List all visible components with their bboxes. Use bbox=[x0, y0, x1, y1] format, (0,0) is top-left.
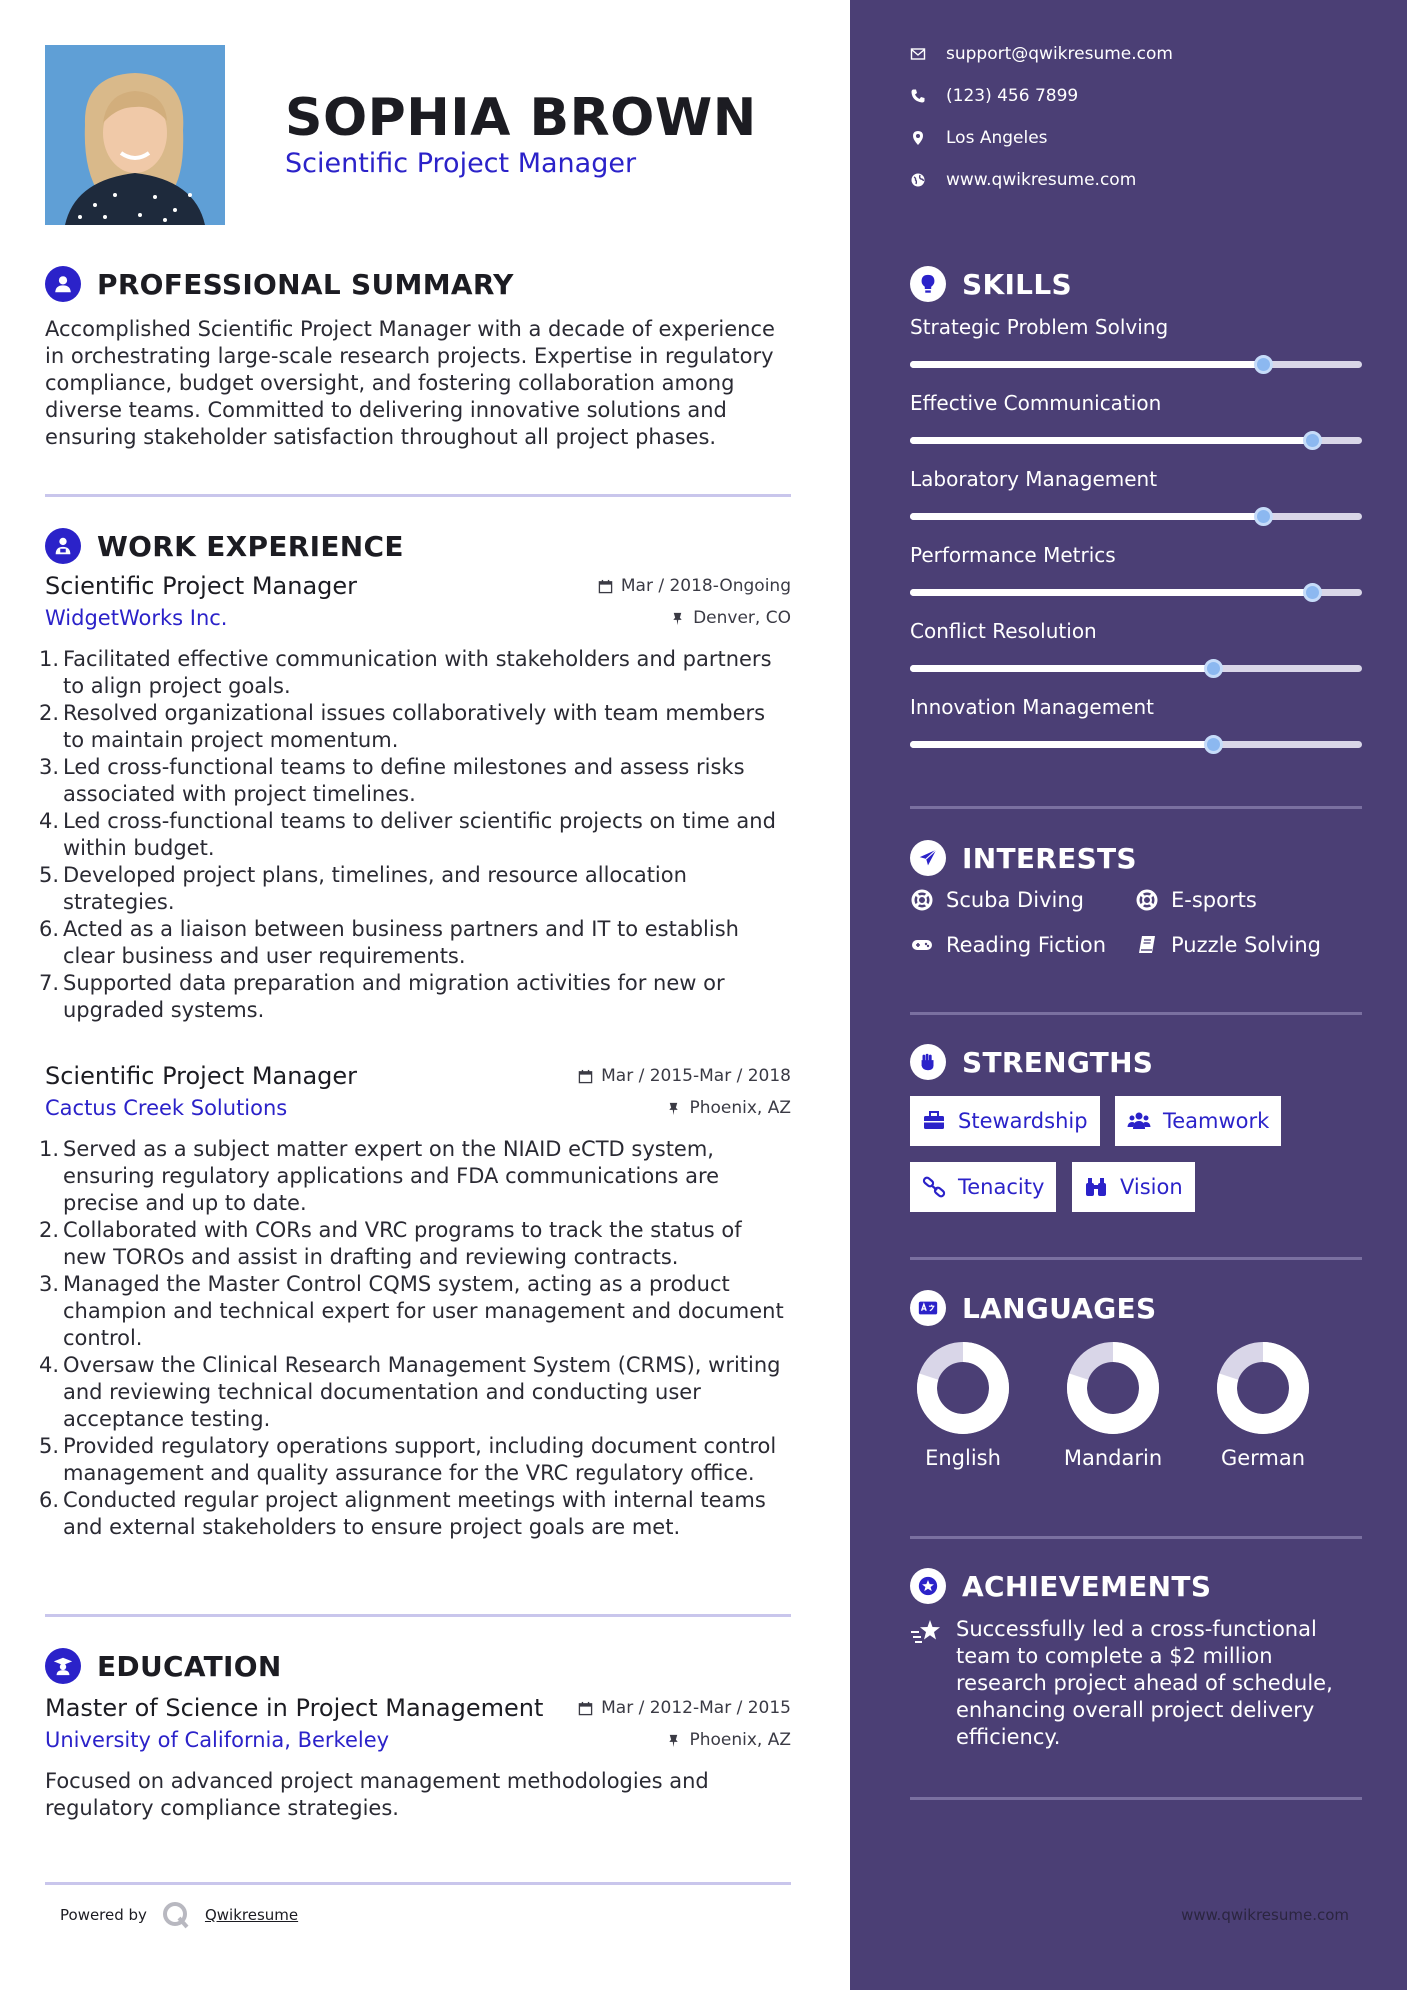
interests-title: INTERESTS bbox=[962, 841, 1137, 875]
interests-heading bbox=[910, 840, 1137, 876]
section-divider bbox=[45, 1882, 791, 1885]
language-icon bbox=[910, 1290, 946, 1326]
skill-bar-fill bbox=[910, 741, 1213, 748]
job-role: Scientific Project Manager bbox=[45, 572, 358, 600]
languages-title: LANGUAGES bbox=[962, 1291, 1157, 1325]
users-icon bbox=[1127, 1109, 1151, 1133]
summary-heading bbox=[45, 266, 514, 302]
section-divider bbox=[910, 1257, 1362, 1260]
pin-icon bbox=[666, 1101, 681, 1116]
achievement-item bbox=[910, 1616, 1362, 1751]
education-heading bbox=[45, 1648, 282, 1684]
skill-slider-knob bbox=[1254, 507, 1273, 526]
interest-item bbox=[910, 888, 1084, 912]
job-company: Cactus Creek Solutions bbox=[45, 1096, 288, 1120]
skill-slider-knob bbox=[1204, 659, 1223, 678]
skills-heading bbox=[910, 266, 1072, 302]
interest-label: Scuba Diving bbox=[946, 888, 1084, 912]
contact-email[interactable] bbox=[910, 44, 1173, 64]
strength-label: Vision bbox=[1120, 1175, 1183, 1199]
school: University of California, Berkeley bbox=[45, 1728, 390, 1752]
lifebuoy-icon bbox=[910, 888, 934, 912]
skill-name: Effective Communication bbox=[910, 391, 1162, 415]
lifebuoy-icon bbox=[1135, 888, 1159, 912]
interest-item bbox=[910, 933, 1106, 957]
degree: Master of Science in Project Management bbox=[45, 1694, 544, 1722]
book-icon bbox=[1135, 933, 1159, 957]
powered-by-label: Powered by bbox=[60, 1906, 147, 1924]
summary-title: PROFESSIONAL SUMMARY bbox=[97, 267, 514, 301]
summary-text: Accomplished Scientific Project Manager with a decade of experience in orchestrating large-scale research projects. Expertise in regulatory compliance, budget oversight, and fostering collaboration among diverse teams. Committed to delivering innovative solutions and ensuring stakeholder satisfaction throughout all project phases. bbox=[45, 317, 775, 449]
interest-label: E-sports bbox=[1171, 888, 1257, 912]
shooting-star-icon bbox=[910, 1618, 942, 1646]
skill-bar bbox=[910, 361, 1362, 368]
education-description: Focused on advanced project management methodologies and regulatory compliance strategies. bbox=[45, 1769, 709, 1820]
list-item: 7. Supported data preparation and migration activities for new or upgraded systems. bbox=[39, 971, 725, 1022]
list-item: 2. Resolved organizational issues collaboratively with team members to maintain project momentum. bbox=[39, 701, 766, 752]
interest-label: Puzzle Solving bbox=[1171, 933, 1321, 957]
list-item: 3. Led cross-functional teams to define milestones and assess risks associated with project timelines. bbox=[39, 755, 745, 806]
star-badge-icon bbox=[910, 1568, 946, 1604]
language-item bbox=[1208, 1340, 1318, 1470]
skill-item bbox=[910, 315, 1362, 368]
education-title: EDUCATION bbox=[97, 1649, 282, 1683]
section-divider bbox=[910, 1797, 1362, 1800]
list-item: 4. Oversaw the Clinical Research Management System (CRMS), writing and reviewing technical documentation and conducting user acceptance testing. bbox=[39, 1353, 781, 1431]
list-item: 5. Provided regulatory operations support, including document control management and quality assurance for the VRC regulatory office. bbox=[39, 1434, 777, 1485]
skill-name: Performance Metrics bbox=[910, 543, 1116, 567]
contact-location bbox=[910, 128, 1048, 148]
skill-bar bbox=[910, 513, 1362, 520]
education-location bbox=[666, 1730, 791, 1750]
pin-icon bbox=[666, 1733, 681, 1748]
skill-bar bbox=[910, 665, 1362, 672]
list-item: 2. Collaborated with CORs and VRC programs to track the status of new TOROs and assist in drafting and reviewing contracts. bbox=[39, 1218, 742, 1269]
website-text: www.qwikresume.com bbox=[946, 170, 1137, 190]
language-donut bbox=[1215, 1340, 1311, 1436]
job-location bbox=[666, 1098, 791, 1118]
lightbulb-icon bbox=[910, 266, 946, 302]
language-item bbox=[1058, 1340, 1168, 1470]
language-name: Mandarin bbox=[1063, 1446, 1163, 1470]
interest-item bbox=[1135, 933, 1321, 957]
achievement-text: Successfully led a cross-functional team to complete a $2 million research project ahead of schedule, enhancing overall project delivery efficiency. bbox=[956, 1617, 1333, 1749]
skill-bar-fill bbox=[910, 665, 1213, 672]
strength-tag bbox=[910, 1096, 1100, 1146]
gamepad-icon bbox=[910, 933, 934, 957]
map-marker-icon bbox=[910, 130, 926, 146]
job-dates bbox=[578, 1066, 791, 1086]
list-item: 6. Conducted regular project alignment meetings with internal teams and external stakeholders to ensure project goals are met. bbox=[39, 1488, 766, 1539]
skill-item bbox=[910, 695, 1362, 748]
job-role: Scientific Project Manager bbox=[45, 1062, 358, 1090]
calendar-icon bbox=[598, 579, 613, 594]
section-divider bbox=[45, 1614, 791, 1617]
link-icon bbox=[922, 1175, 946, 1199]
skills-title: SKILLS bbox=[962, 267, 1072, 301]
language-item bbox=[908, 1340, 1018, 1470]
job-dates-text: Mar / 2015-Mar / 2018 bbox=[601, 1066, 791, 1086]
interest-item bbox=[1135, 888, 1257, 912]
strength-label: Tenacity bbox=[958, 1175, 1045, 1199]
skill-name: Innovation Management bbox=[910, 695, 1154, 719]
job-duties bbox=[39, 1136, 791, 1541]
profile-photo bbox=[45, 45, 225, 225]
phone-icon bbox=[910, 88, 926, 104]
globe-icon bbox=[910, 172, 926, 188]
education-entry bbox=[45, 1694, 791, 1822]
section-divider bbox=[910, 1012, 1362, 1015]
list-item: 1. Served as a subject matter expert on the NIAID eCTD system, ensuring regulatory applications and FDA communications are precise and up to date. bbox=[39, 1137, 720, 1215]
education-location-text: Phoenix, AZ bbox=[689, 1730, 791, 1750]
skill-bar-fill bbox=[910, 437, 1312, 444]
contact-website[interactable] bbox=[910, 170, 1136, 190]
skill-slider-knob bbox=[1254, 355, 1273, 374]
strength-tag bbox=[910, 1162, 1056, 1212]
education-dates bbox=[578, 1698, 791, 1718]
candidate-title: Scientific Project Manager bbox=[285, 148, 637, 179]
user-icon bbox=[45, 266, 81, 302]
contact-phone[interactable] bbox=[910, 86, 1078, 106]
skill-bar-fill bbox=[910, 513, 1263, 520]
list-item: 3. Managed the Master Control CQMS system, acting as a product champion and technical expert for user management and document control. bbox=[39, 1272, 784, 1350]
skill-slider-knob bbox=[1204, 735, 1223, 754]
skill-item bbox=[910, 619, 1362, 672]
skill-slider-knob bbox=[1303, 583, 1322, 602]
qwikresume-link[interactable]: Qwikresume bbox=[204, 1906, 299, 1924]
skill-item bbox=[910, 467, 1362, 520]
briefcase-user-icon bbox=[45, 528, 81, 564]
skill-slider-knob bbox=[1303, 431, 1322, 450]
skill-bar-fill bbox=[910, 361, 1263, 368]
strengths-heading bbox=[910, 1044, 1153, 1080]
footer-site[interactable]: www.qwikresume.com bbox=[1181, 1906, 1349, 1924]
strengths-title: STRENGTHS bbox=[962, 1045, 1154, 1079]
envelope-icon bbox=[910, 46, 926, 62]
calendar-icon bbox=[578, 1701, 593, 1716]
languages-heading bbox=[910, 1290, 1156, 1326]
paper-plane-icon bbox=[910, 840, 946, 876]
list-item: 1. Facilitated effective communication with stakeholders and partners to align project goals. bbox=[39, 647, 772, 698]
achievements-title: ACHIEVEMENTS bbox=[962, 1569, 1212, 1603]
language-name: English bbox=[925, 1446, 1001, 1470]
briefcase-icon bbox=[922, 1109, 946, 1133]
job-entry bbox=[39, 572, 791, 1024]
job-dates-text: Mar / 2018-Ongoing bbox=[620, 576, 791, 596]
skill-item bbox=[910, 391, 1362, 444]
list-item: 4. Led cross-functional teams to deliver scientific projects on time and within budget. bbox=[39, 809, 776, 860]
profile-photo-image bbox=[45, 45, 225, 225]
education-dates-text: Mar / 2012-Mar / 2015 bbox=[601, 1698, 791, 1718]
job-dates bbox=[598, 576, 791, 596]
job-duties bbox=[39, 646, 791, 1024]
list-item: 5. Developed project plans, timelines, and resource allocation strategies. bbox=[39, 863, 687, 914]
list-item: 6. Acted as a liaison between business partners and IT to establish clear business and user requirements. bbox=[39, 917, 739, 968]
binoculars-icon bbox=[1084, 1175, 1108, 1199]
fist-icon bbox=[910, 1044, 946, 1080]
strength-tag bbox=[1115, 1096, 1281, 1146]
interest-label: Reading Fiction bbox=[946, 933, 1107, 957]
strength-tag bbox=[1072, 1162, 1195, 1212]
skill-bar-fill bbox=[910, 589, 1312, 596]
strength-label: Teamwork bbox=[1163, 1109, 1270, 1133]
pin-icon bbox=[670, 611, 685, 626]
sidebar bbox=[850, 0, 1407, 1990]
section-divider bbox=[910, 806, 1362, 809]
strength-label: Stewardship bbox=[958, 1109, 1088, 1133]
section-divider bbox=[45, 494, 791, 497]
skill-name: Laboratory Management bbox=[910, 467, 1158, 491]
graduate-icon bbox=[45, 1648, 81, 1684]
calendar-icon bbox=[578, 1069, 593, 1084]
experience-title: WORK EXPERIENCE bbox=[97, 529, 404, 563]
candidate-name: SOPHIA BROWN bbox=[285, 88, 757, 148]
job-location-text: Denver, CO bbox=[693, 608, 791, 628]
job-location bbox=[670, 608, 791, 628]
section-divider bbox=[910, 1536, 1362, 1539]
achievements-heading bbox=[910, 1568, 1211, 1604]
location-text: Los Angeles bbox=[946, 128, 1048, 148]
skill-item bbox=[910, 543, 1362, 596]
powered-by bbox=[60, 1900, 298, 1930]
language-name: German bbox=[1220, 1446, 1306, 1470]
phone-text: (123) 456 7899 bbox=[946, 86, 1079, 106]
skill-bar bbox=[910, 437, 1362, 444]
skill-name: Conflict Resolution bbox=[910, 619, 1097, 643]
language-donut bbox=[915, 1340, 1011, 1436]
experience-heading bbox=[45, 528, 404, 564]
job-location-text: Phoenix, AZ bbox=[689, 1098, 791, 1118]
job-entry bbox=[39, 1062, 791, 1541]
qwikresume-logo-icon bbox=[161, 1900, 191, 1930]
skill-name: Strategic Problem Solving bbox=[910, 315, 1169, 339]
skill-bar bbox=[910, 589, 1362, 596]
email-text: support@qwikresume.com bbox=[946, 44, 1173, 64]
skill-bar bbox=[910, 741, 1362, 748]
language-donut bbox=[1065, 1340, 1161, 1436]
job-company: WidgetWorks Inc. bbox=[45, 606, 228, 630]
